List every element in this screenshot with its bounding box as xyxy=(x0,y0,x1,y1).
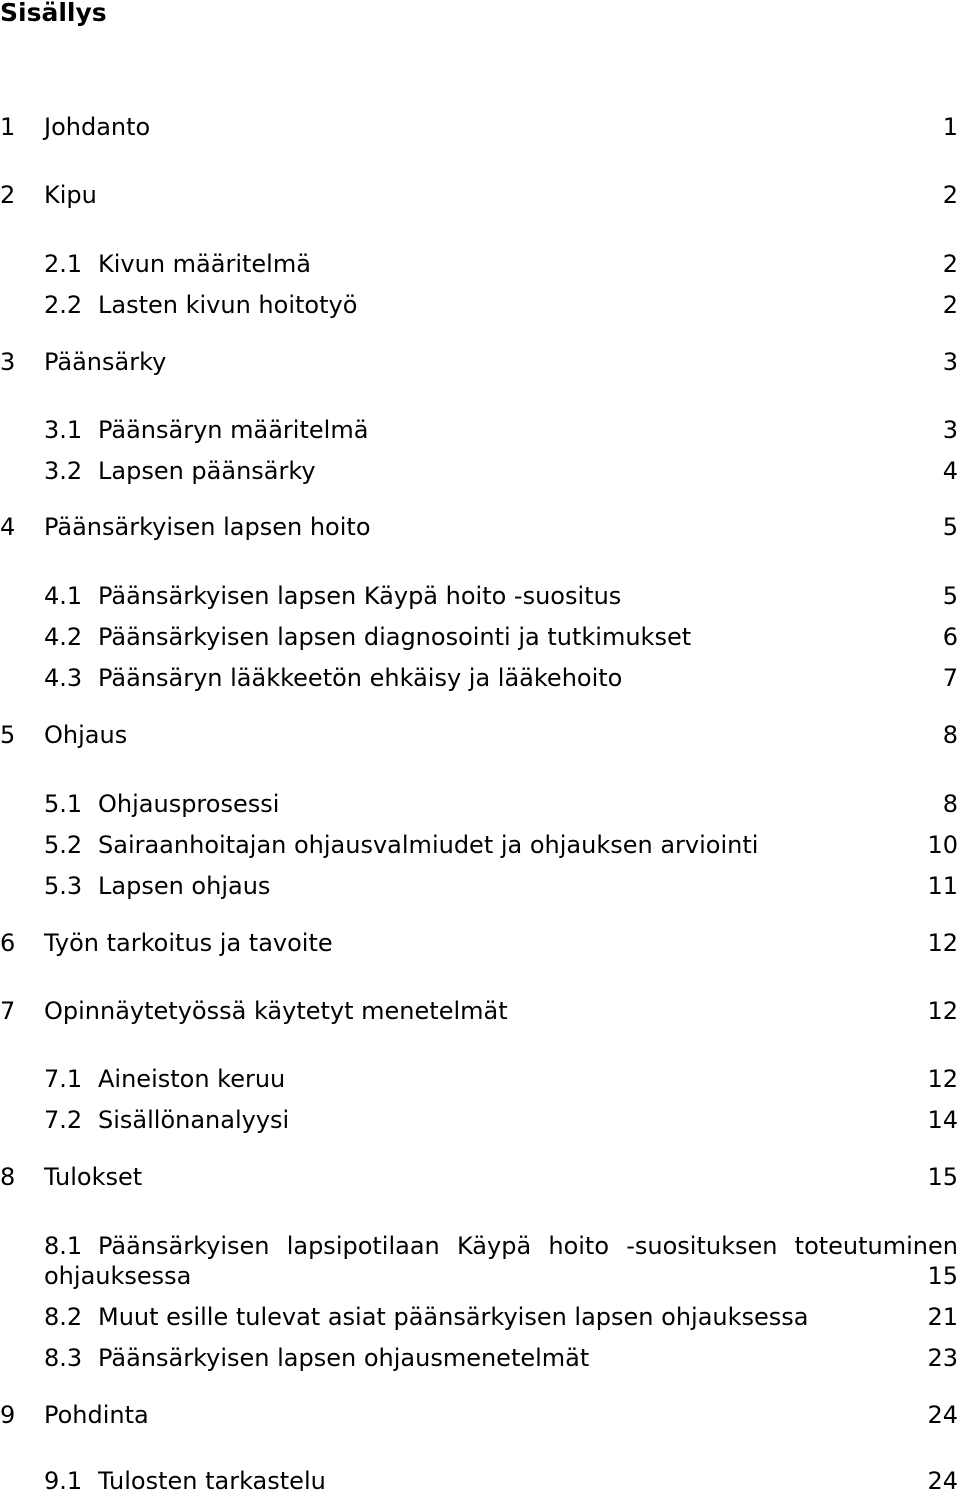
toc-page-number: 14 xyxy=(927,1106,958,1134)
toc-entry-3-2[interactable] xyxy=(0,456,958,486)
toc-page-number: 10 xyxy=(927,831,958,859)
toc-title: Lapsen ohjaus xyxy=(98,872,271,900)
toc-page-number: 11 xyxy=(927,872,958,900)
toc-entry-8-3[interactable] xyxy=(0,1343,958,1373)
toc-page-number: 15 xyxy=(927,1163,958,1191)
toc-entry-6[interactable] xyxy=(0,928,958,958)
toc-page-number: 5 xyxy=(942,513,958,541)
toc-number: 9.1 xyxy=(44,1467,83,1495)
toc-number: 5.1 xyxy=(44,790,83,818)
toc-number: 7 xyxy=(0,997,16,1025)
toc-title: Lasten kivun hoitotyö xyxy=(98,291,358,319)
toc-page-number: 15 xyxy=(927,1262,958,1290)
toc-heading: Sisällys xyxy=(0,0,107,27)
toc-number: 8.1 xyxy=(44,1232,83,1260)
toc-page-number: 8 xyxy=(942,721,958,749)
toc-entry-2-2[interactable] xyxy=(0,290,958,320)
toc-page-number: 7 xyxy=(942,664,958,692)
toc-title: Päänsärkyisen lapsen ohjausmenetelmät xyxy=(98,1344,590,1372)
toc-entry-4-3[interactable] xyxy=(0,663,958,693)
toc-title: Tulosten tarkastelu xyxy=(98,1467,326,1495)
toc-entry-4-2[interactable] xyxy=(0,622,958,652)
toc-title: Lapsen päänsärky xyxy=(98,457,316,485)
toc-number: 3.1 xyxy=(44,416,83,444)
toc-entry-5-3[interactable] xyxy=(0,871,958,901)
toc-page-number: 4 xyxy=(942,457,958,485)
toc-title: Päänsärkyisen lapsen diagnosointi ja tutkimukset xyxy=(98,623,692,651)
toc-title: Tulokset xyxy=(44,1163,143,1191)
toc-number: 4.2 xyxy=(44,623,83,651)
toc-page-number: 8 xyxy=(942,790,958,818)
toc-page-number: 1 xyxy=(942,113,958,141)
toc-title: Muut esille tulevat asiat päänsärkyisen lapsen ohjauksessa xyxy=(98,1303,809,1331)
toc-entry-5[interactable] xyxy=(0,720,958,750)
toc-number: 6 xyxy=(0,929,16,957)
toc-entry-9[interactable] xyxy=(0,1400,958,1430)
toc-page-number: 6 xyxy=(942,623,958,651)
toc-title: Ohjausprosessi xyxy=(98,790,280,818)
toc-page-number: 23 xyxy=(927,1344,958,1372)
toc-entry-3[interactable] xyxy=(0,347,958,377)
toc-page-number: 24 xyxy=(927,1401,958,1429)
toc-number: 8.3 xyxy=(44,1344,83,1372)
toc-title: Opinnäytetyössä käytetyt menetelmät xyxy=(44,997,508,1025)
toc-entry-5-2[interactable] xyxy=(0,830,958,860)
toc-page-number: 5 xyxy=(942,582,958,610)
toc-title: Päänsärkyisen lapsen hoito xyxy=(44,513,371,541)
toc-title: Aineiston keruu xyxy=(98,1065,286,1093)
toc-number: 8 xyxy=(0,1163,16,1191)
toc-page-number: 24 xyxy=(927,1467,958,1495)
toc-entry-2-1[interactable] xyxy=(0,249,958,279)
toc-entry-8-2[interactable] xyxy=(0,1302,958,1332)
toc-title: Sairaanhoitajan ohjausvalmiudet ja ohjauksen arviointi xyxy=(98,831,759,859)
toc-entry-2[interactable] xyxy=(0,180,958,210)
toc-entry-9-1[interactable] xyxy=(0,1466,958,1496)
toc-number: 2 xyxy=(0,181,16,209)
toc-number: 2.1 xyxy=(44,250,83,278)
toc-title: Päänsärkyisen lapsipotilaan Käypä hoito -suosituksen toteutuminen xyxy=(98,1232,958,1260)
toc-title: Kipu xyxy=(44,181,97,209)
toc-page-number: 12 xyxy=(927,997,958,1025)
toc-title: Päänsäryn määritelmä xyxy=(98,416,369,444)
toc-title: Kivun määritelmä xyxy=(98,250,311,278)
toc-page-number: 2 xyxy=(942,291,958,319)
toc-page-number: 3 xyxy=(942,416,958,444)
toc-page-number: 12 xyxy=(927,1065,958,1093)
toc-page-number: 3 xyxy=(942,348,958,376)
toc-entry-8[interactable] xyxy=(0,1162,958,1192)
toc-number: 1 xyxy=(0,113,16,141)
toc-number: 7.1 xyxy=(44,1065,83,1093)
toc-entry-4-1[interactable] xyxy=(0,581,958,611)
toc-page-number: 12 xyxy=(927,929,958,957)
toc-number: 3.2 xyxy=(44,457,83,485)
toc-title: Pohdinta xyxy=(44,1401,149,1429)
toc-number: 3 xyxy=(0,348,16,376)
toc-number: 4.3 xyxy=(44,664,83,692)
toc-page-number: 21 xyxy=(927,1303,958,1331)
toc-entry-3-1[interactable] xyxy=(0,415,958,445)
toc-number: 9 xyxy=(0,1401,16,1429)
toc-title: Päänsärky xyxy=(44,348,167,376)
toc-number: 7.2 xyxy=(44,1106,83,1134)
toc-title: Sisällönanalyysi xyxy=(98,1106,290,1134)
toc-title-continuation: ohjauksessa xyxy=(44,1262,192,1290)
toc-entry-4[interactable] xyxy=(0,512,958,542)
toc-title: Päänsärkyisen lapsen Käypä hoito -suositus xyxy=(98,582,622,610)
toc-number: 8.2 xyxy=(44,1303,83,1331)
toc-entry-8-1[interactable] xyxy=(0,1231,958,1291)
toc-page-number: 2 xyxy=(942,250,958,278)
toc-entry-7[interactable] xyxy=(0,996,958,1026)
toc-entry-7-1[interactable] xyxy=(0,1064,958,1094)
toc-number: 2.2 xyxy=(44,291,83,319)
toc-number: 5.2 xyxy=(44,831,83,859)
toc-entry-7-2[interactable] xyxy=(0,1105,958,1135)
toc-title: Johdanto xyxy=(44,113,151,141)
toc-number: 4.1 xyxy=(44,582,83,610)
toc-title: Ohjaus xyxy=(44,721,128,749)
toc-number: 4 xyxy=(0,513,16,541)
toc-entry-1[interactable] xyxy=(0,112,958,142)
toc-entry-5-1[interactable] xyxy=(0,789,958,819)
toc-title: Työn tarkoitus ja tavoite xyxy=(44,929,333,957)
toc-title: Päänsäryn lääkkeetön ehkäisy ja lääkehoito xyxy=(98,664,623,692)
toc-page-number: 2 xyxy=(942,181,958,209)
toc-number: 5.3 xyxy=(44,872,83,900)
toc-number: 5 xyxy=(0,721,16,749)
